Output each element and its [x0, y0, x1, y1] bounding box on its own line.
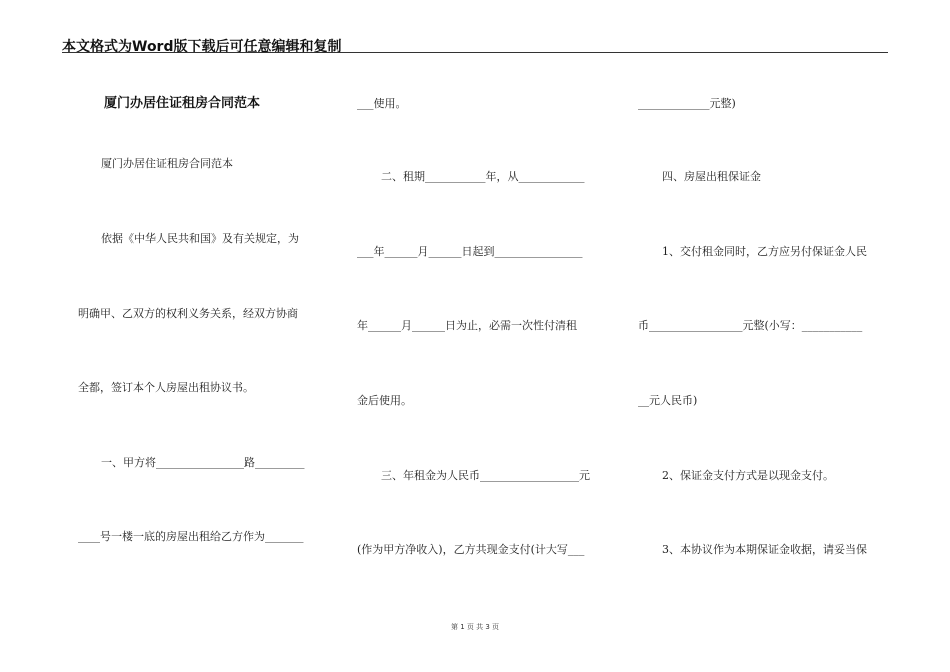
text-line: 币_________________元整(小写：___________	[638, 319, 863, 332]
text-line: 厦门办居住证租房合同范本	[101, 157, 233, 170]
text-line: _____________元整)	[638, 97, 736, 110]
document-title: 厦门办居住证租房合同范本	[104, 96, 261, 111]
text-line: 依据《中华人民共和国》及有关规定，为	[101, 232, 299, 245]
text-line: 明确甲、乙双方的权利义务关系，经双方协商	[78, 307, 298, 320]
document-header: 本文格式为Word版下载后可任意编辑和复制	[62, 39, 342, 55]
text-line: 1、交付租金同时，乙方应另付保证金人民	[662, 245, 867, 258]
text-line: 3、本协议作为本期保证金收据，请妥当保	[662, 543, 867, 556]
text-line: __元人民币)	[638, 394, 698, 407]
page-number: 第 1 页 共 3 页	[450, 623, 500, 631]
text-line: 年______月______日为止，必需一次性付清租	[357, 319, 577, 332]
text-line: (作为甲方净收入)，乙方共现金支付(计大写___	[357, 543, 585, 556]
text-line: 金后使用。	[357, 394, 412, 407]
header-divider	[62, 52, 888, 53]
text-line: 2、保证金支付方式是以现金支付。	[662, 469, 834, 482]
text-line: 三、年租金为人民币__________________元	[381, 469, 590, 482]
text-line: 四、房屋出租保证金	[662, 170, 761, 183]
text-line: 一、甲方将________________路_________	[101, 456, 305, 469]
text-line: 二、租期___________年，从____________	[381, 170, 585, 183]
text-line: ____号一楼一底的房屋出租给乙方作为_______	[78, 530, 304, 543]
text-line: 全都，签订本个人房屋出租协议书。	[78, 381, 254, 394]
text-line: ___使用。	[357, 97, 407, 110]
text-line: ___年______月______日起到________________	[357, 245, 583, 258]
